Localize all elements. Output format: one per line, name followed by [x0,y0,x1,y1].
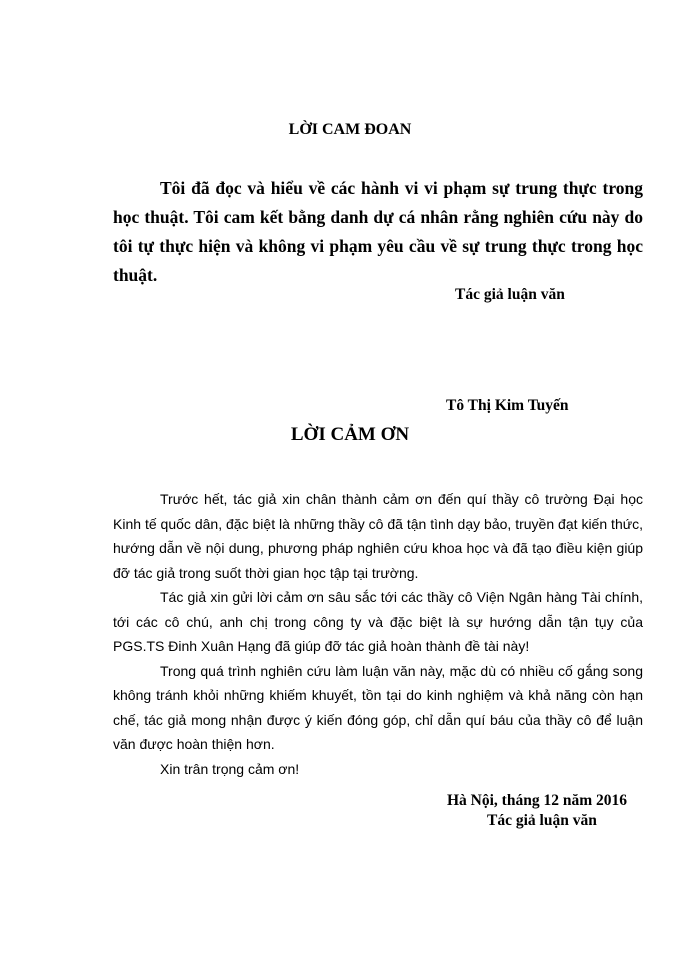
declaration-author-name: Tô Thị Kim Tuyến [446,397,569,414]
declaration-text: Tôi đã đọc và hiểu về các hành vi vi phạm sự trung thực trong học thuật. Tôi cam kết bằng danh dự cá nhân rằng nghiên cứu này do tôi tự thực hiện và không vi phạm yêu cầu về sự trung thực trong học thuật. [113,178,643,285]
acknowledgement-title: LỜI CẢM ƠN [290,424,410,445]
acknowledgement-paragraph: Trước hết, tác giả xin chân thành cảm ơn đến quí thầy cô trường Đại học Kinh tế quốc dân, đặc biệt là những thầy cô đã tận tình dạy bảo, truyền đạt kiến thức, hướng dẫn về nội dung, phương pháp nghiên cứu khoa học và đã tạo điều kiện giúp đỡ tác giả trong suốt thời gian học tập tại trường. [113,491,643,581]
acknowledgement-paragraph: Tác giả xin gửi lời cảm ơn sâu sắc tới các thầy cô Viện Ngân hàng Tài chính, tới các cô chú, anh chị trong công ty và đặc biệt là sự hướng dẫn tận tụy của PGS.TS Đinh Xuân Hạng đã giúp đỡ tác giả hoàn thành đề tài này! [113,589,643,654]
acknowledgement-body [113,487,643,781]
signature-place-date: Hà Nội, tháng 12 năm 2016 [447,792,627,809]
acknowledgement-paragraph: Trong quá trình nghiên cứu làm luận văn này, mặc dù có nhiều cố gắng song không tránh khỏi những khiếm khuyết, tồn tại do kinh nghiệm và khả năng còn hạn chế, tác giả mong nhận được ý kiến đóng góp, chỉ dẫn quí báu của thầy cô để luận văn được hoàn thiện hơn. [113,662,643,752]
declaration-author-label: Tác giả luận văn [455,286,565,303]
declaration-title: LỜI CAM ĐOAN [288,121,412,138]
declaration-body [113,174,643,290]
acknowledgement-closing: Xin trân trọng cảm ơn! [160,760,300,777]
signature-author-label: Tác giả luận văn [487,812,597,829]
